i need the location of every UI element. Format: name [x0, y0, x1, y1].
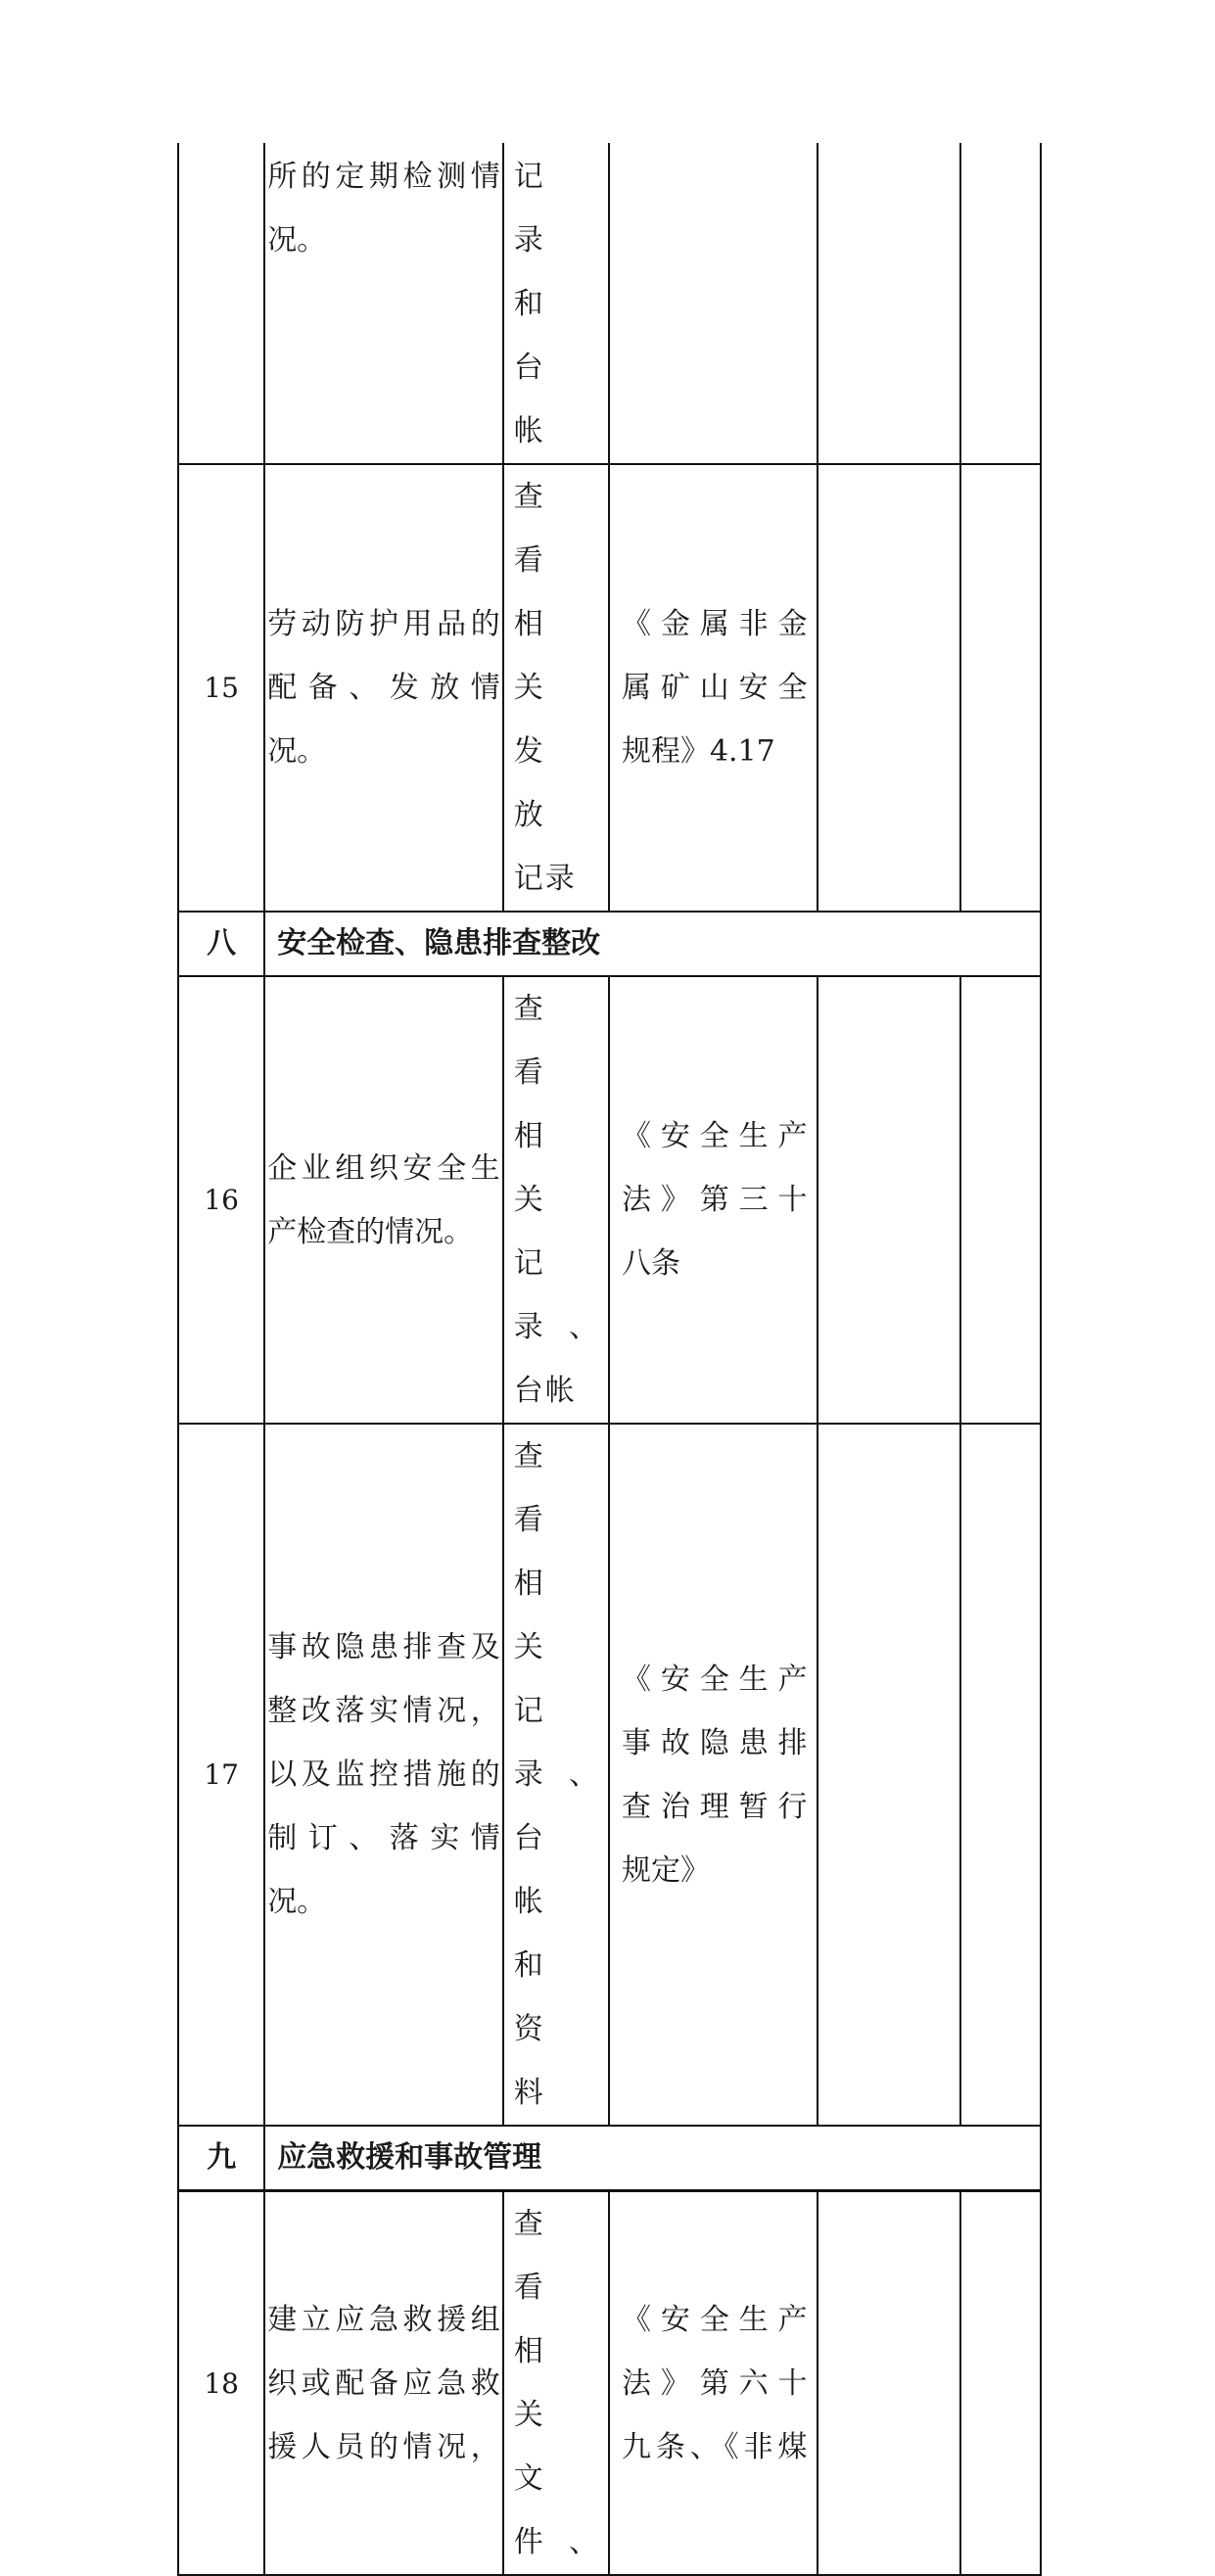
method-line: 料 — [513, 2076, 545, 2110]
row-number-cell: 15 — [178, 464, 264, 912]
method-line: 相 关 — [513, 1119, 577, 1217]
method-line: 记 录 — [513, 160, 577, 258]
basis-cell — [609, 464, 818, 912]
remark-cell — [960, 2191, 1041, 2576]
check-item-line: 所的定期检测情 — [267, 160, 500, 194]
basis-cell — [609, 976, 818, 1424]
result-cell — [818, 464, 959, 912]
check-item-line: 劳动防护用品的 — [267, 607, 500, 641]
method-line: 和 资 — [513, 1948, 577, 2046]
check-item-line: 以及监控措施的 — [267, 1757, 500, 1792]
basis-line: 八条 — [621, 1246, 680, 1281]
basis-line: 事故隐患排 — [621, 1725, 808, 1760]
check-item-line: 配备、发放情况。 — [267, 671, 500, 769]
method-cell — [503, 143, 609, 464]
section-number: 八 — [178, 912, 264, 976]
basis-cell — [609, 143, 818, 464]
method-cell — [503, 2191, 609, 2576]
method-cell — [503, 464, 609, 912]
method-line: 台帐 — [513, 1374, 577, 1408]
check-item-line: 整改落实情况， — [267, 1694, 500, 1728]
check-item-line: 企业组织安全生 — [267, 1150, 500, 1186]
check-item-line: 况。 — [267, 223, 327, 258]
check-item-cell — [264, 464, 503, 912]
remark-cell — [960, 1424, 1041, 2126]
method-cell — [503, 1424, 609, 2126]
method-line: 记录、 — [513, 1246, 600, 1344]
method-line: 帐 — [513, 414, 545, 448]
basis-line: 查治理暂行 — [621, 1789, 808, 1824]
basis-cell — [609, 1424, 818, 2126]
check-item-cell — [264, 1424, 503, 2126]
row-number-cell: 16 — [178, 976, 264, 1424]
row-number-cell — [178, 143, 264, 464]
method-line: 查 看 — [513, 1439, 577, 1537]
section-title: 安全检查、隐患排查整改 — [264, 912, 1041, 976]
table-row — [178, 464, 1041, 912]
method-line: 查 看 — [513, 2207, 577, 2305]
method-line: 查 看 — [513, 480, 577, 578]
table-row — [178, 976, 1041, 1424]
check-item-line: 援人员的情况， — [267, 2429, 500, 2464]
remark-cell — [960, 464, 1041, 912]
section-title: 应急救援和事故管理 — [264, 2126, 1041, 2191]
section-number: 九 — [178, 2126, 264, 2191]
result-cell — [818, 976, 959, 1424]
method-line: 相 关 — [513, 1567, 577, 1664]
remark-cell — [960, 976, 1041, 1424]
basis-line: 属矿山安全 — [621, 671, 808, 705]
method-line: 发 放 — [513, 734, 577, 832]
inspection-table — [177, 143, 1042, 2576]
check-item-line: 产检查的情况。 — [267, 1214, 474, 1249]
section-row — [178, 2126, 1041, 2191]
method-line: 记录、 — [513, 1694, 600, 1792]
check-item-line: 事故隐患排查及 — [267, 1630, 500, 1664]
basis-line: 法》第六十 — [621, 2365, 808, 2401]
check-item-line: 制订、落实情况。 — [267, 1821, 500, 1919]
check-item-line: 建立应急救援组 — [267, 2302, 500, 2337]
check-item-line: 织或配备应急救 — [267, 2365, 500, 2401]
check-item-cell — [264, 2191, 503, 2576]
table-row — [178, 143, 1041, 464]
basis-line: 九条、《非煤 — [621, 2429, 808, 2464]
remark-cell — [960, 143, 1041, 464]
method-line: 文件、 — [513, 2461, 600, 2559]
basis-line: 规定》 — [621, 1852, 710, 1888]
check-item-cell — [264, 143, 503, 464]
check-item-cell — [264, 976, 503, 1424]
basis-line: 规程》4.17 — [621, 734, 775, 769]
method-line: 台 帐 — [513, 1821, 577, 1919]
basis-line: 法》第三十 — [621, 1183, 808, 1217]
row-number-cell: 17 — [178, 1424, 264, 2126]
basis-line: 《安全生产 — [621, 2302, 808, 2337]
result-cell — [818, 143, 959, 464]
basis-line: 《金属非金 — [621, 607, 808, 641]
method-line: 记录 — [513, 862, 577, 896]
basis-line: 《安全生产 — [621, 1662, 808, 1697]
table-row — [178, 2191, 1041, 2576]
method-line: 和 台 — [513, 287, 577, 385]
method-line: 相 关 — [513, 607, 577, 705]
basis-line: 《安全生产 — [621, 1119, 808, 1153]
section-row — [178, 912, 1041, 976]
method-line: 相 关 — [513, 2334, 577, 2432]
method-cell — [503, 976, 609, 1424]
result-cell — [818, 1424, 959, 2126]
result-cell — [818, 2191, 959, 2576]
table-row — [178, 1424, 1041, 2126]
basis-cell — [609, 2191, 818, 2576]
row-number-cell: 18 — [178, 2191, 264, 2576]
method-line: 查 看 — [513, 992, 577, 1090]
